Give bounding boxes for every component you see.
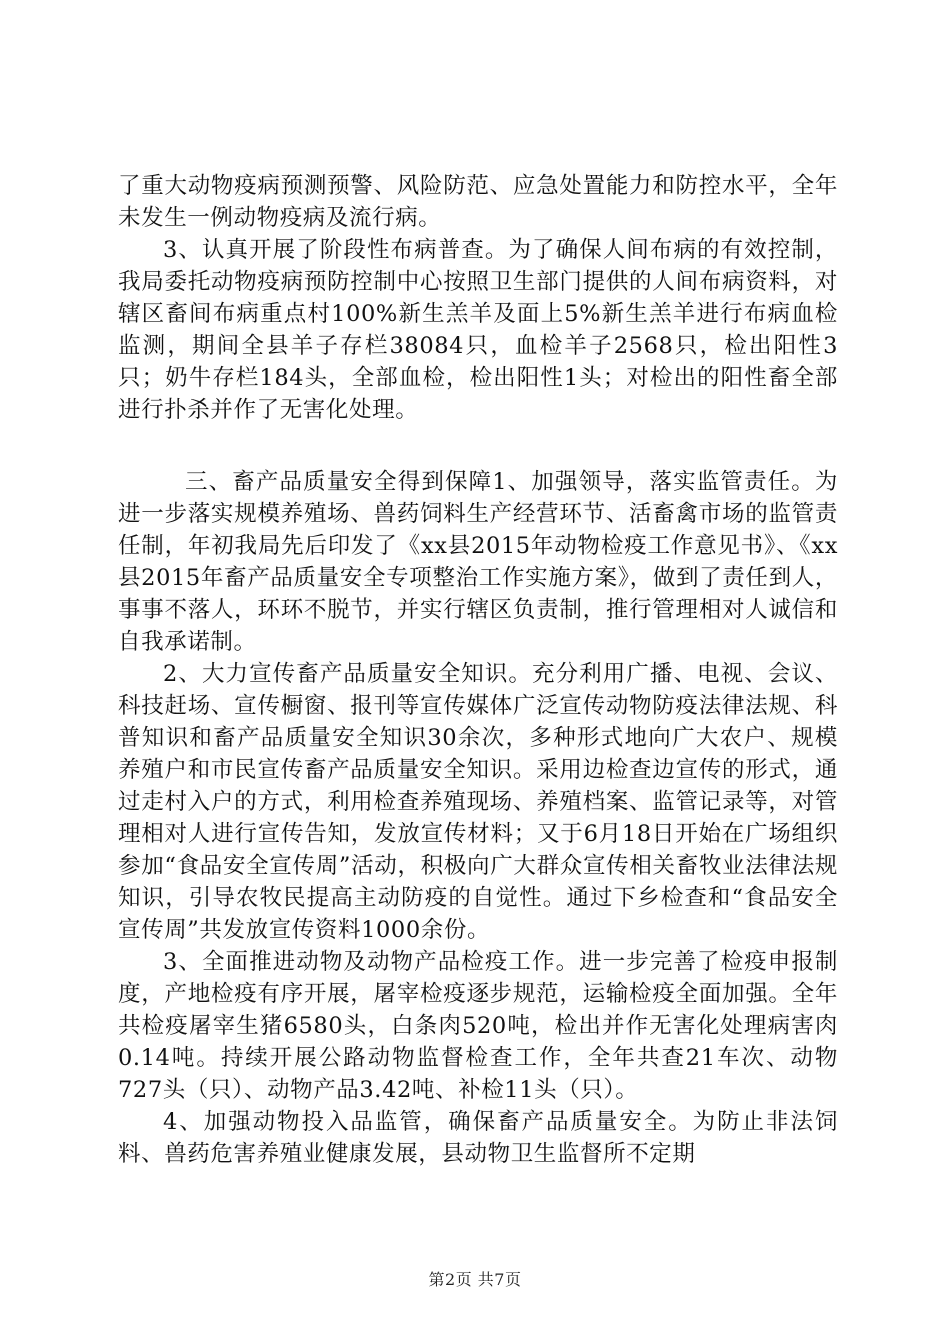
paragraph-section-three: 三、畜产品质量安全得到保障1、加强领导，落实监管责任。为进一步落实规模养殖场、兽药饲料生产经营环节、活畜禽市场的监管责任制，年初我局先后印发了《xx县2015年动物检疫工作意见书》、《xx县2015年畜产品质量安全专项整治工作实施方案》，做到了责任到人，事事不落人，环环不脱节，并实行辖区负责制，推行管理相对人诚信和自我承诺制。 bbox=[118, 469, 838, 655]
paragraph-quarantine: 3、全面推进动物及动物产品检疫工作。进一步完善了检疫申报制度，产地检疫有序开展，屠宰检疫逐步规范，运输检疫全面加强。全年共检疫屠宰生猪6580头，白条肉520吨，检出并作无害化处理病害肉0.14吨。持续开展公路动物监督检查工作，全年共查21车次、动物727头（只）、动物产品3.42吨、补检11头（只）。 bbox=[118, 949, 838, 1103]
document-body bbox=[118, 170, 838, 1170]
paragraph-publicity: 2、大力宣传畜产品质量安全知识。充分利用广播、电视、会议、科技赶场、宣传橱窗、报刊等宣传媒体广泛宣传动物防疫法律法规、科普知识和畜产品质量安全知识30余次，多种形式地向广大农户、规模养殖户和市民宣传畜产品质量安全知识。采用边检查边宣传的形式，通过走村入户的方式，利用检查养殖现场、养殖档案、监管记录等，对管理相对人进行宣传告知，发放宣传材料；又于6月18日开始在广场组织参加“食品安全宣传周”活动，积极向广大群众宣传相关畜牧业法律法规知识，引导农牧民提高主动防疫的自觉性。通过下乡检查和“食品安全宣传周”共发放宣传资料1000余份。 bbox=[118, 661, 838, 943]
paragraph-brucellosis-survey: 3、认真开展了阶段性布病普查。为了确保人间布病的有效控制，我局委托动物疫病预防控制中心按照卫生部门提供的人间布病资料，对辖区畜间布病重点村100%新生羔羊及面上5%新生羔羊进行布病血检监测，期间全县羊子存栏38084只，血检羊子2568只，检出阳性3只；奶牛存栏184头，全部血检，检出阳性1头；对检出的阳性畜全部进行扑杀并作了无害化处理。 bbox=[118, 237, 838, 423]
paragraph-continued: 了重大动物疫病预测预警、风险防范、应急处置能力和防控水平，全年未发生一例动物疫病及流行病。 bbox=[118, 173, 838, 231]
page-footer: 第2页 共7页 bbox=[428, 1270, 522, 1289]
paragraph-inputs-supervision: 4、加强动物投入品监管，确保畜产品质量安全。为防止非法饲料、兽药危害养殖业健康发展，县动物卫生监督所不定期 bbox=[118, 1109, 838, 1167]
